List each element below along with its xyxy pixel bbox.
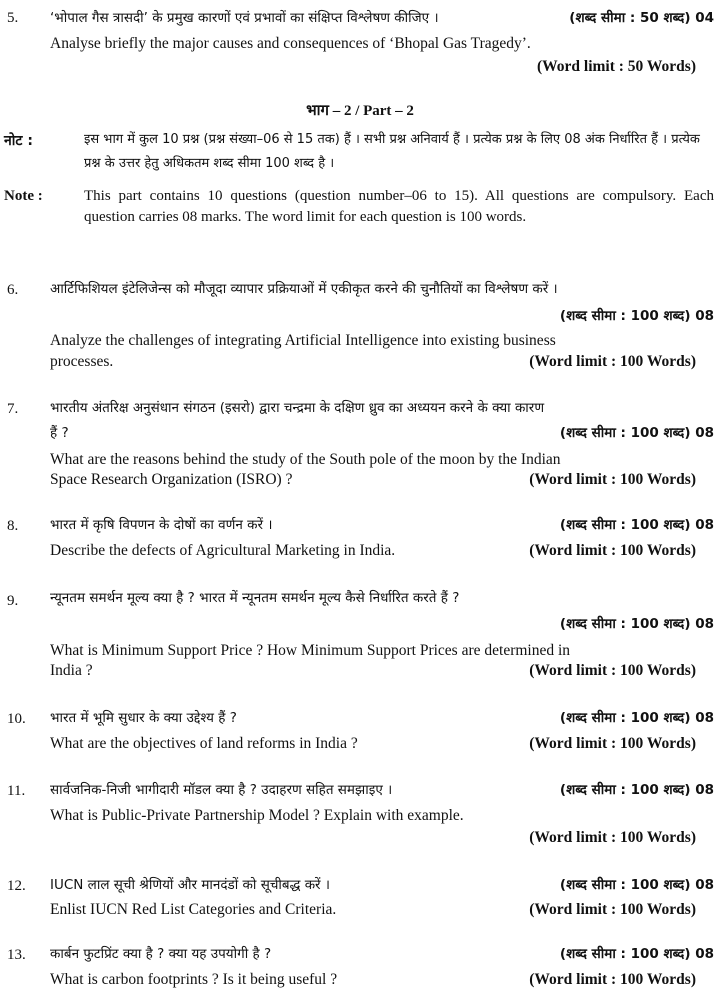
question-text-english: What is carbon footprints ? Is it being useful ? xyxy=(50,971,338,988)
question-number: 11. xyxy=(7,783,26,799)
question-number: 12. xyxy=(7,878,26,894)
question-text-english: What is Public-Private Partnership Model ? Explain with example. xyxy=(50,807,464,824)
question-text-english-line2: processes. xyxy=(50,353,114,370)
question-text-hindi-line2: हैं ? xyxy=(50,425,69,441)
question-text-hindi: IUCN लाल सूची श्रेणियों और मानदंडों को सूचीबद्ध करें । xyxy=(50,877,330,893)
question-text-english: Analyze the challenges of integrating Artificial Intelligence into existing business xyxy=(50,332,556,349)
question-text-english: What are the objectives of land reforms in India ? xyxy=(50,735,358,752)
part-heading: भाग – 2 / Part – 2 xyxy=(306,103,414,119)
question-text-hindi: कार्बन फुटप्रिंट क्या है ? क्या यह उपयोगी है ? xyxy=(50,946,272,962)
word-limit-hindi: (शब्द सीमा : 100 शब्द) 08 xyxy=(559,946,714,962)
question-number: 8. xyxy=(7,518,19,534)
word-limit-hindi: (शब्द सीमा : 100 शब्द) 08 xyxy=(559,425,714,441)
word-limit-hindi: (शब्द सीमा : 100 शब्द) 08 xyxy=(559,616,714,632)
question-number: 10. xyxy=(7,711,26,727)
question-text-hindi: आर्टिफिशियल इंटेलिजेन्स को मौजूदा व्यापार प्रक्रियाओं में एकीकृत करने की चुनौतियों का विश्लेषण करें । xyxy=(50,281,558,297)
word-limit-english: (Word limit : 100 Words) xyxy=(529,542,696,559)
question-number: 9. xyxy=(7,593,19,609)
note-label-english: Note : xyxy=(4,188,43,204)
word-limit-hindi: (शब्द सीमा : 100 शब्द) 08 xyxy=(559,710,714,726)
note-text-hindi: इस भाग में कुल 10 प्रश्न (प्रश्न संख्या–06 से 15 तक) हैं । सभी प्रश्न अनिवार्य हैं । प्रत्येक प्रश्न के लिए 08 अंक निर्धारित हैं । प्रत्येक प्रश्न के उत्तर हेतु अधिकतम शब्द सीमा 100 शब्द है । xyxy=(84,132,700,171)
note-label-hindi: नोट : xyxy=(4,133,33,149)
question-text-english-line2: India ? xyxy=(50,662,93,679)
question-number: 7. xyxy=(7,401,19,417)
question-text-hindi: न्यूनतम समर्थन मूल्य क्या है ? भारत में न्यूनतम समर्थन मूल्य कैसे निर्धारित करते हैं ? xyxy=(50,590,460,606)
question-text-english: What is Minimum Support Price ? How Minimum Support Prices are determined in xyxy=(50,642,571,659)
word-limit-hindi: (शब्द सीमा : 100 शब्द) 08 xyxy=(559,782,714,798)
word-limit-english: (Word limit : 100 Words) xyxy=(529,662,696,679)
question-number: 5. xyxy=(7,10,19,26)
word-limit-english: (Word limit : 100 Words) xyxy=(529,829,696,846)
question-number: 6. xyxy=(7,282,19,298)
question-number: 13. xyxy=(7,947,26,963)
question-text-english: Describe the defects of Agricultural Marketing in India. xyxy=(50,542,396,559)
question-text-hindi: ‘भोपाल गैस त्रासदी’ के प्रमुख कारणों एवं प्रभावों का संक्षिप्त विश्लेषण कीजिए । xyxy=(50,10,439,26)
word-limit-english: (Word limit : 50 Words) xyxy=(536,58,696,75)
question-text-english: What are the reasons behind the study of the South pole of the moon by the Indian xyxy=(50,451,561,468)
question-text-hindi: सार्वजनिक-निजी भागीदारी मॉडल क्या है ? उदाहरण सहित समझाइए । xyxy=(50,782,393,798)
question-text-english: Enlist IUCN Red List Categories and Criteria. xyxy=(50,901,337,918)
word-limit-english: (Word limit : 100 Words) xyxy=(529,971,696,988)
question-text-hindi: भारत में कृषि विपणन के दोषों का वर्णन करें । xyxy=(50,517,273,533)
question-text-english: Analyse briefly the major causes and consequences of ‘Bhopal Gas Tragedy’. xyxy=(50,35,531,52)
question-text-hindi: भारत में भूमि सुधार के क्या उद्देश्य हैं ? xyxy=(50,710,237,726)
word-limit-english: (Word limit : 100 Words) xyxy=(529,901,696,918)
question-text-hindi: भारतीय अंतरिक्ष अनुसंधान संगठन (इसरो) द्वारा चन्द्रमा के दक्षिण ध्रुव का अध्ययन करने के क्या कारण xyxy=(50,400,545,416)
word-limit-hindi: (शब्द सीमा : 100 शब्द) 08 xyxy=(559,308,714,324)
word-limit-hindi: (शब्द सीमा : 100 शब्द) 08 xyxy=(559,877,714,893)
word-limit-english: (Word limit : 100 Words) xyxy=(529,735,696,752)
note-text-english: This part contains 10 questions (question number–06 to 15). All questions are compulsory. Each question carries 08 marks. The word limit for each question is 100 words. xyxy=(84,188,714,225)
word-limit-english: (Word limit : 100 Words) xyxy=(529,471,696,488)
word-limit-english: (Word limit : 100 Words) xyxy=(529,353,696,370)
question-text-english-line2: Space Research Organization (ISRO) ? xyxy=(50,471,293,488)
word-limit-hindi: (शब्द सीमा : 100 शब्द) 08 xyxy=(559,517,714,533)
word-limit-hindi: (शब्द सीमा : 50 शब्द) 04 xyxy=(569,10,714,26)
